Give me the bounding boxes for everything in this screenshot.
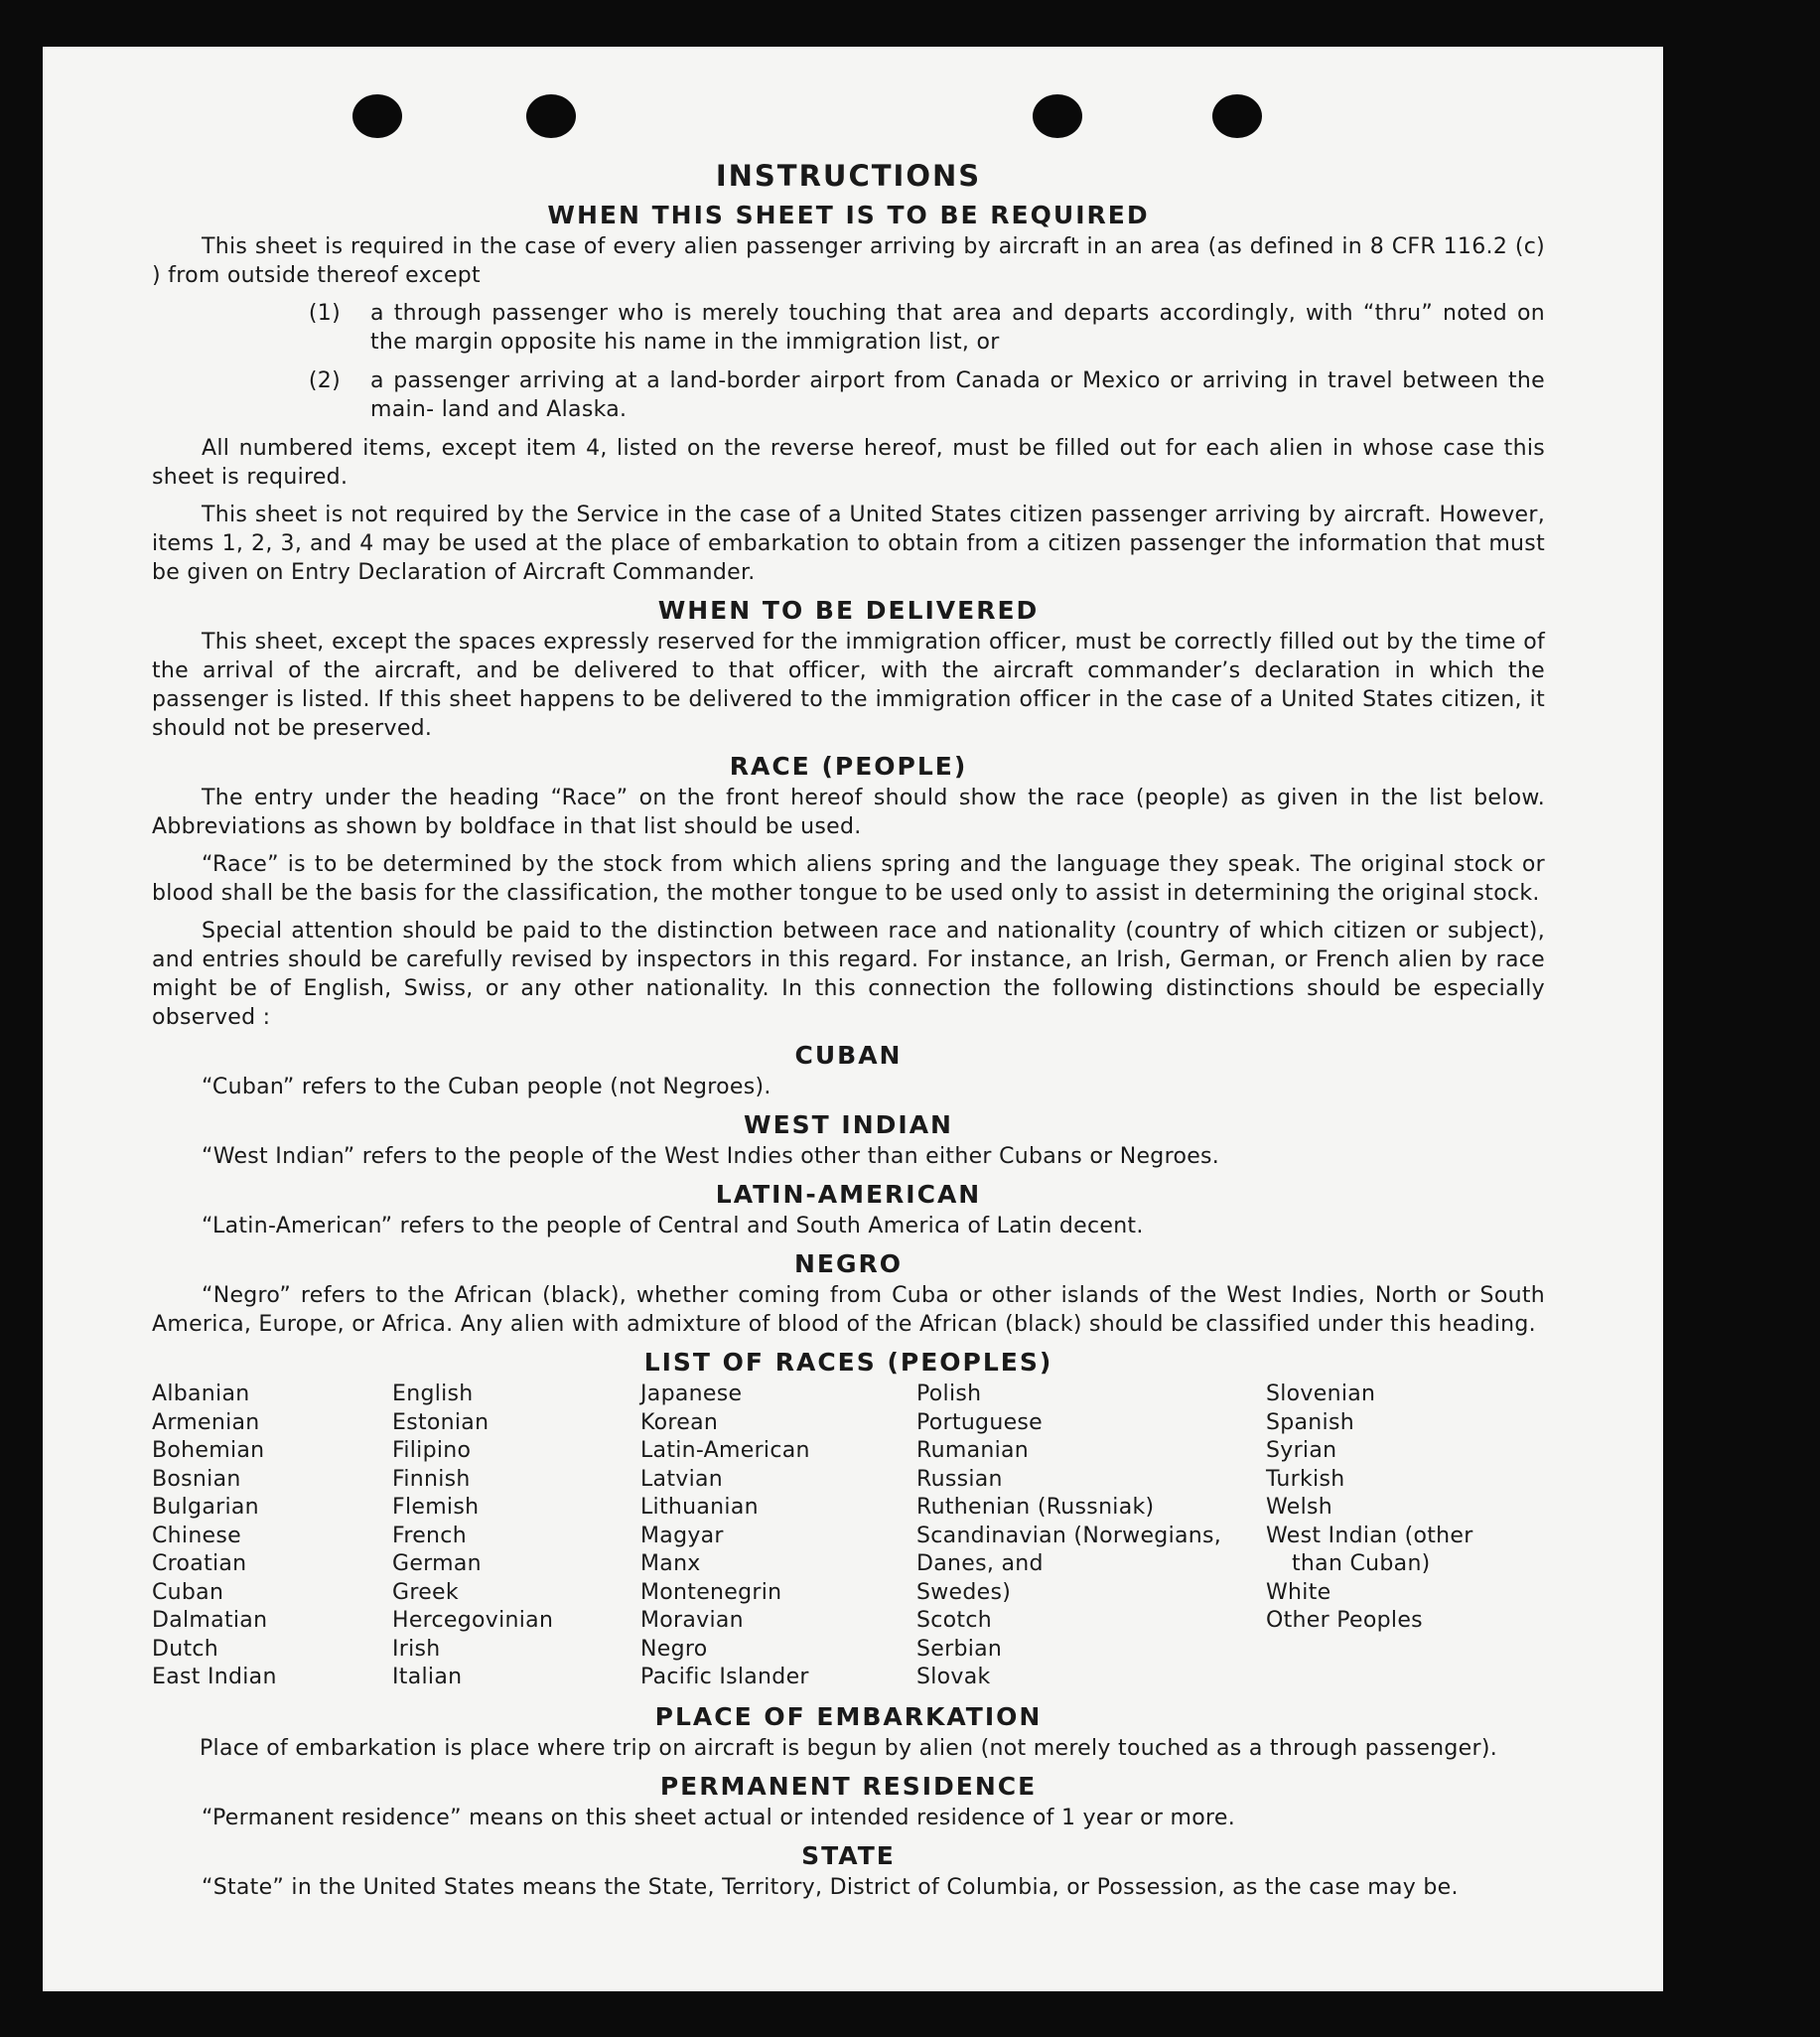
- race-item: Italian: [392, 1665, 463, 1689]
- race-item: Moravian: [640, 1608, 744, 1633]
- paragraph: “Latin-American” refers to the people of Central and South America of Latin decent.: [202, 1214, 1144, 1238]
- race-item: Bohemian: [152, 1438, 265, 1463]
- race-item: Dalmatian: [152, 1608, 268, 1633]
- race-item: Russian: [916, 1466, 1003, 1492]
- race-item: English: [392, 1382, 474, 1406]
- paragraph: “Permanent residence” means on this sheet actual or intended residence of 1 year or more.: [202, 1805, 1235, 1830]
- race-item: Bosnian: [152, 1466, 241, 1492]
- section-heading: NEGRO: [793, 1249, 904, 1278]
- paragraph: Place of embarkation is place where trip on aircraft is begun by alien (not merely touched as a through passenger).: [199, 1735, 1498, 1761]
- paragraph: “State” in the United States means the State, Territory, District of Columbia, or Possession, as the case may be.: [202, 1874, 1459, 1900]
- section-heading: WHEN TO BE DELIVERED: [657, 596, 1040, 625]
- race-item: Armenian: [152, 1409, 260, 1435]
- section-heading: PERMANENT RESIDENCE: [659, 1771, 1038, 1801]
- race-column: [392, 1381, 640, 1692]
- section-heading: STATE: [801, 1840, 896, 1870]
- paragraph: This sheet is required in the case of every alien passenger arriving by aircraft in an area (as defined in 8 CFR 116.2 (c) ) from outside thereof except: [152, 234, 1545, 288]
- paragraph: All numbered items, except item 4, listed on the reverse hereof, must be filled out for each alien in whose case this sheet is required.: [152, 436, 1545, 490]
- section-heading: RACE (PEOPLE): [729, 752, 968, 781]
- race-item: Danes, and: [916, 1551, 1044, 1576]
- section-heading: LIST OF RACES (PEOPLES): [643, 1348, 1053, 1377]
- instructions-body: [152, 159, 1545, 1911]
- item-text: a passenger arriving at a land-border airport from Canada or Mexico or arriving in travel between the main- land and Alaska.: [370, 368, 1545, 422]
- item-number: (1): [308, 301, 341, 326]
- punch-hole: [1212, 94, 1262, 138]
- list-item: [152, 366, 1545, 424]
- race-item: Bulgarian: [152, 1495, 259, 1520]
- section-heading: PLACE OF EMBARKATION: [654, 1701, 1043, 1731]
- race-item: Hercegovinian: [392, 1608, 554, 1633]
- race-item: Scotch: [916, 1608, 992, 1633]
- race-column: [1266, 1381, 1524, 1692]
- race-item: Rumanian: [916, 1438, 1030, 1463]
- race-item: Finnish: [392, 1466, 471, 1492]
- race-item: Magyar: [640, 1523, 724, 1548]
- race-item: Syrian: [1266, 1438, 1337, 1463]
- item-number: (2): [308, 368, 341, 393]
- race-item: Korean: [640, 1409, 719, 1435]
- race-item: Flemish: [392, 1495, 480, 1520]
- race-item: Japanese: [640, 1382, 743, 1406]
- paragraph: “Race” is to be determined by the stock from which aliens spring and the language they speak. The original stock or blood shall be the basis for the classification, the mother tongue to be used only to assist in determining the original stock.: [152, 852, 1545, 906]
- race-item: Slovenian: [1266, 1382, 1376, 1406]
- paragraph: Special attention should be paid to the distinction between race and nationality (country of which citizen or subject), and entries should be carefully revised by inspectors in this regard. For instance, an Irish, German, or French alien by race might be of English, Swiss, or any other nationality. In this connection the following distinctions should be especially observed :: [152, 919, 1545, 1030]
- race-list: [152, 1381, 1545, 1692]
- race-item: Polish: [916, 1382, 982, 1406]
- race-item: Chinese: [152, 1523, 241, 1548]
- section-heading: WEST INDIAN: [744, 1110, 953, 1139]
- race-item: Dutch: [152, 1636, 219, 1662]
- punch-hole: [526, 94, 576, 138]
- race-item: Scandinavian (Norwegians,: [916, 1523, 1222, 1548]
- race-item: than Cuban): [1292, 1551, 1431, 1576]
- race-item: Manx: [640, 1551, 701, 1576]
- race-item: Irish: [392, 1636, 441, 1662]
- race-item: Greek: [392, 1579, 459, 1605]
- race-item: Albanian: [152, 1382, 250, 1406]
- race-item: Swedes): [916, 1579, 1012, 1605]
- document-page: [43, 47, 1663, 1991]
- race-column: [916, 1381, 1266, 1692]
- race-item: Cuban: [152, 1579, 224, 1605]
- section-heading: WHEN THIS SHEET IS TO BE REQUIRED: [547, 201, 1150, 229]
- punch-hole: [1033, 94, 1082, 138]
- race-item: Portuguese: [916, 1409, 1043, 1435]
- page-title: INSTRUCTIONS: [715, 159, 982, 193]
- race-item: Turkish: [1266, 1466, 1345, 1492]
- paragraph: “Cuban” refers to the Cuban people (not Negroes).: [202, 1075, 771, 1099]
- race-item: Croatian: [152, 1551, 247, 1576]
- item-text: a through passenger who is merely touching that area and departs accordingly, with “thru” noted on the margin opposite his name in the immigration list, or: [370, 301, 1545, 355]
- race-item: Serbian: [916, 1636, 1003, 1662]
- race-item: Pacific Islander: [640, 1665, 809, 1689]
- race-item: Other Peoples: [1266, 1608, 1423, 1633]
- list-item: [152, 299, 1545, 357]
- paragraph: “West Indian” refers to the people of the West Indies other than either Cubans or Negroes.: [202, 1144, 1220, 1169]
- section-heading: CUBAN: [794, 1041, 903, 1070]
- race-item: Latin-American: [640, 1438, 810, 1463]
- race-item: German: [392, 1551, 482, 1576]
- race-item: West Indian (other: [1266, 1523, 1473, 1548]
- section-heading: LATIN-AMERICAN: [715, 1180, 982, 1209]
- paragraph: This sheet is not required by the Service in the case of a United States citizen passenger arriving by aircraft. However, items 1, 2, 3, and 4 may be used at the place of embarkation to obtain from a citizen passenger the information that must be given on Entry Declaration of Aircraft Commander.: [152, 503, 1545, 585]
- paragraph: This sheet, except the spaces expressly reserved for the immigration officer, must be correctly filled out by the time of the arrival of the aircraft, and be delivered to that officer, with the aircraft commander’s declaration in which the passenger is listed. If this sheet happens to be delivered to the immigration officer in the case of a United States citizen, it should not be preserved.: [152, 630, 1545, 741]
- race-item: Negro: [640, 1636, 708, 1662]
- race-column: [640, 1381, 916, 1692]
- race-item: Slovak: [916, 1665, 991, 1689]
- punch-hole: [352, 94, 402, 138]
- race-item: Latvian: [640, 1466, 724, 1492]
- race-item: Estonian: [392, 1409, 490, 1435]
- race-item: White: [1266, 1579, 1331, 1605]
- race-item: Spanish: [1266, 1409, 1354, 1435]
- paragraph: The entry under the heading “Race” on the front hereof should show the race (people) as given in the list below. Abbreviations as shown by boldface in that list should be used.: [152, 786, 1545, 839]
- race-column: [152, 1381, 392, 1692]
- race-item: Montenegrin: [640, 1579, 782, 1605]
- race-item: Lithuanian: [640, 1495, 759, 1520]
- race-item: East Indian: [152, 1665, 277, 1689]
- race-item: French: [392, 1523, 467, 1548]
- paragraph: “Negro” refers to the African (black), whether coming from Cuba or other islands of the West Indies, North or South America, Europe, or Africa. Any alien with admixture of blood of the African (black) should be classified under this heading.: [152, 1283, 1545, 1337]
- race-item: Welsh: [1266, 1495, 1333, 1520]
- race-item: Filipino: [392, 1438, 472, 1463]
- race-item: Ruthenian (Russniak): [916, 1495, 1155, 1520]
